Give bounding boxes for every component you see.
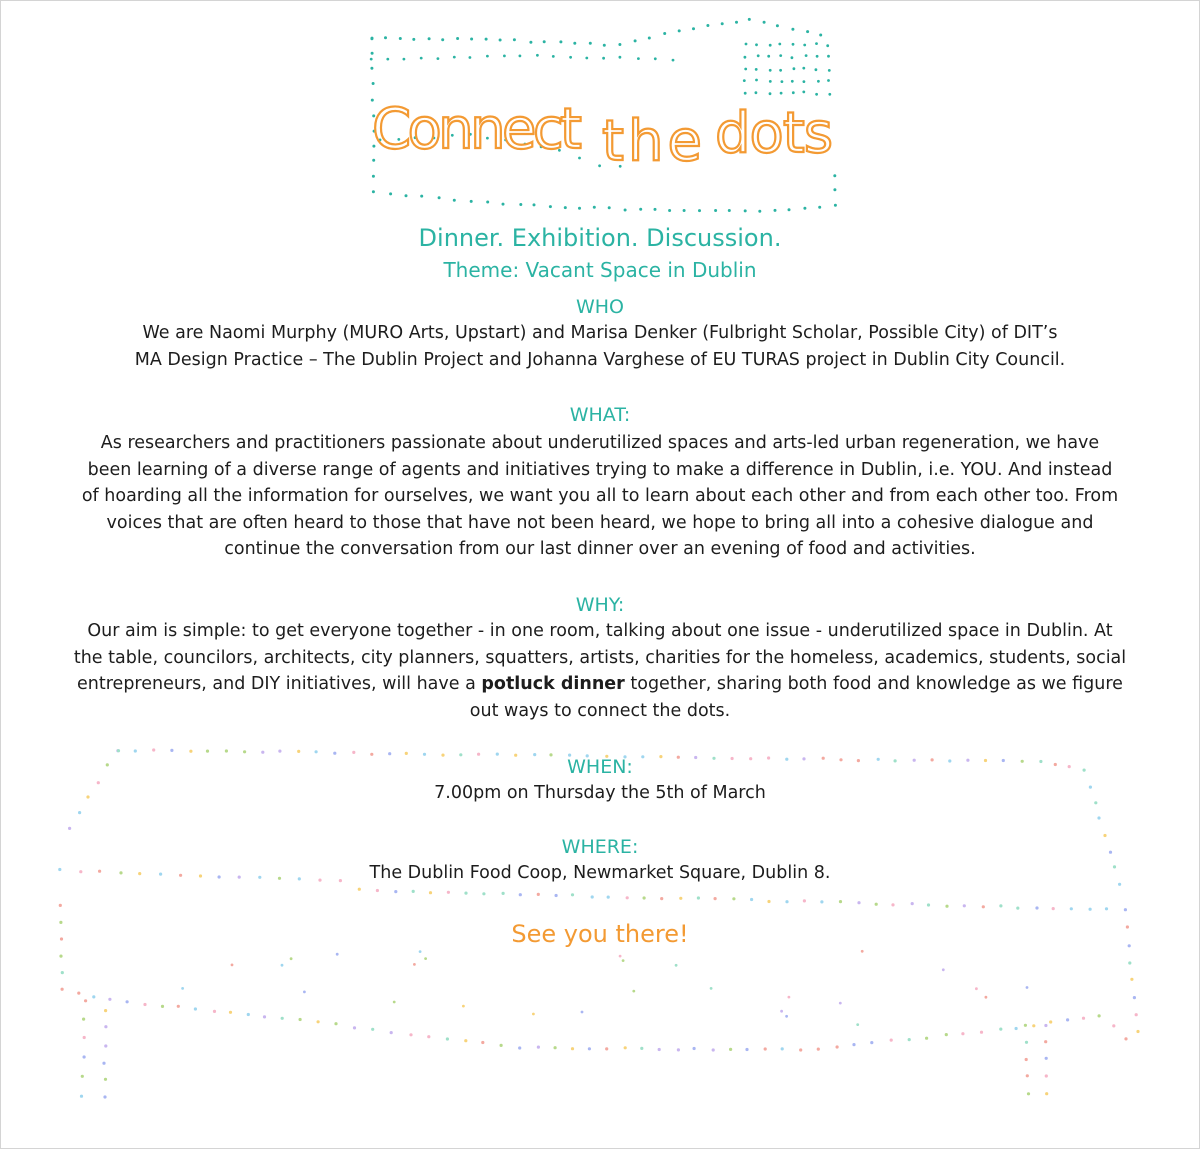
when-heading: WHEN:	[567, 756, 633, 778]
what-line: been learning of a diverse range of agents and initiatives trying to make a difference in Dublin, i.e. YOU. And instead	[87, 459, 1113, 480]
subtitle: Dinner. Exhibition. Discussion.	[418, 224, 782, 252]
why-text: together, sharing both food and knowledge as we figure	[624, 674, 1123, 694]
potluck-dinner-highlight: potluck dinner	[481, 674, 625, 694]
why-line	[0, 671, 1200, 698]
what-heading: WHAT:	[569, 404, 631, 426]
what-line: As researchers and practitioners passionate about underutilized spaces and arts-led urban regeneration, we have	[100, 433, 1100, 453]
closing-text: See you there!	[511, 920, 689, 948]
when-text: 7.00pm on Thursday the 5th of March	[434, 783, 766, 803]
why-line: out ways to connect the dots.	[469, 700, 731, 721]
logo-word-connect: Connect	[372, 97, 582, 162]
who-paragraph	[0, 320, 1200, 373]
what-line: voices that are often heard to those that have not been heard, we hope to bring all into a cohesive dialogue and	[106, 512, 1094, 533]
why-paragraph	[0, 618, 1200, 724]
why-text: entrepreneurs, and DIY initiatives, will have a	[77, 674, 482, 694]
who-line: We are Naomi Murphy (MURO Arts, Upstart) and Marisa Denker (Fulbright Scholar, Possible City) of DIT’s	[142, 323, 1058, 343]
where-heading: WHERE:	[561, 836, 639, 858]
why-heading: WHY:	[575, 594, 625, 616]
logo-word-the: the	[602, 109, 702, 174]
where-text: The Dublin Food Coop, Newmarket Square, Dublin 8.	[369, 863, 831, 883]
why-line: Our aim is simple: to get everyone together - in one room, talking about one issue - underutilized space in Dublin. At	[87, 621, 1113, 641]
theme: Theme: Vacant Space in Dublin	[443, 258, 757, 282]
who-line: MA Design Practice – The Dublin Project and Johanna Varghese of EU TURAS project in Dublin City Council.	[134, 349, 1066, 370]
who-heading: WHO	[575, 296, 625, 318]
what-line: of hoarding all the information for ourselves, we want you all to learn about each other and from each other too. From	[81, 486, 1119, 506]
logo	[370, 70, 850, 180]
why-line: the table, councilors, architects, city planners, squatters, artists, charities for the homeless, academics, students, social	[73, 647, 1127, 668]
logo-word-dots: dots	[715, 101, 833, 166]
what-line: continue the conversation from our last dinner over an evening of food and activities.	[224, 539, 976, 559]
what-paragraph	[0, 430, 1200, 563]
